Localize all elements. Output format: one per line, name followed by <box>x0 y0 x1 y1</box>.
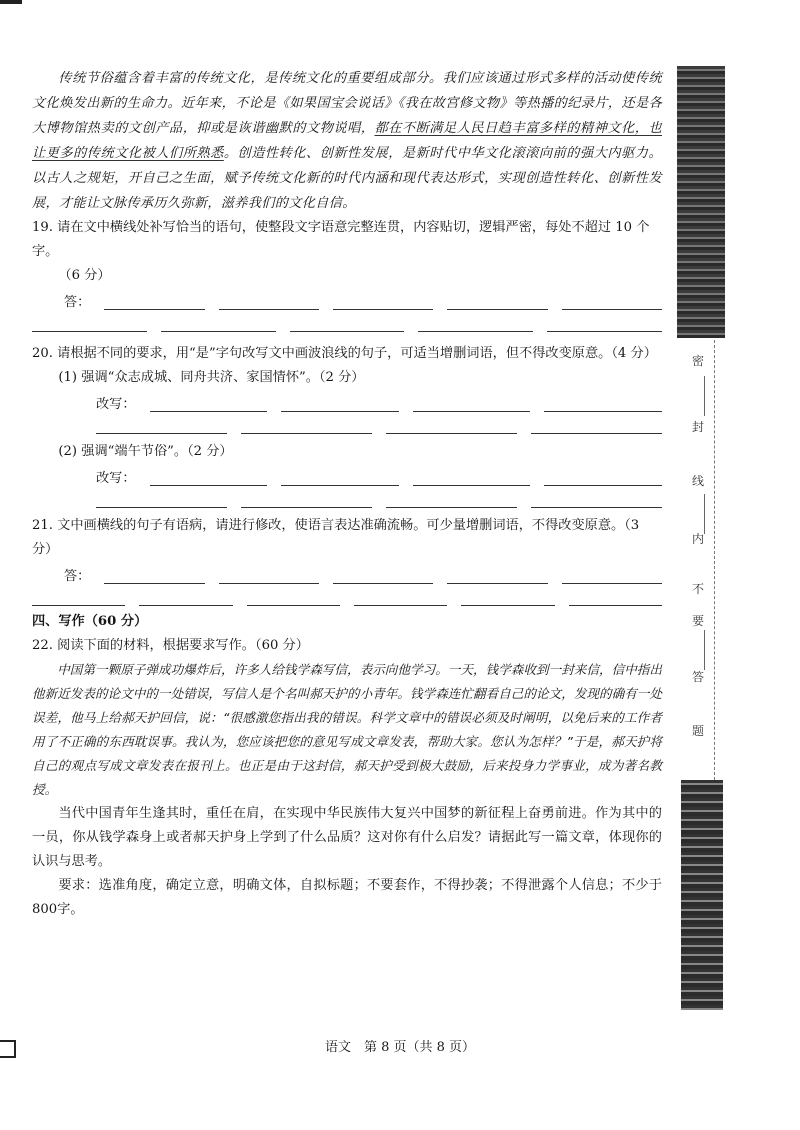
q20-sub2: (2) 强调“端午节俗”。（2 分） <box>58 444 233 459</box>
q20-sub1-answer-row-2 <box>32 412 662 434</box>
margin-label: 内 <box>691 532 704 546</box>
answer-blank[interactable] <box>247 591 340 606</box>
answer-blank[interactable] <box>150 397 268 412</box>
binding-strip-top <box>677 66 725 338</box>
q20-sub2-answer-row <box>32 464 662 486</box>
margin-label: 不 <box>691 582 704 596</box>
answer-blank[interactable] <box>219 295 319 310</box>
margin-label: 要 <box>691 614 704 628</box>
answer-blank[interactable] <box>290 317 405 332</box>
answer-blank[interactable] <box>544 471 662 486</box>
q20-rewrite-label: 改写： <box>96 397 136 412</box>
answer-blank[interactable] <box>241 493 372 508</box>
q19-score: （6 分） <box>58 268 111 283</box>
answer-blank[interactable] <box>333 569 433 584</box>
answer-blank[interactable] <box>281 397 399 412</box>
q20-rewrite-label: 改写： <box>96 471 136 486</box>
passage-intro: 传统节俗蕴含着丰富的传统文化，是传统文化的重要组成部分。我们应该通过形式多样的活动使传统文化焕发出新的生命力。近年来，不论是《如果国宝会说话》《我在故宫修文物》等热播的纪录片，还是各大博物馆热卖的文创产品，抑或是诙谐幽默的文物说唱， <box>32 71 662 136</box>
seal-line <box>714 340 716 780</box>
answer-blank[interactable] <box>413 397 531 412</box>
section-heading-writing: 四、写作（60 分） <box>32 614 148 629</box>
passage-rest: 。创造性转化、创新性发展，是新时代中华文化滚滚向前的强大内驱力。以古人之规矩，开自己之生面，赋予传统文化新的时代内涵和现代表达形式，实现创造性转化、创新性发展，才能让文脉传承历久弥新，滋养我们的文化自信。 <box>32 146 662 211</box>
q22-requirements: 要求：选准角度，确定立意，明确文体，自拟标题；不要套作，不得抄袭；不得泄露个人信息；不少于800字。 <box>32 878 662 917</box>
q19-answer-row <box>32 288 662 310</box>
answer-blank[interactable] <box>281 471 399 486</box>
answer-blank[interactable] <box>139 591 232 606</box>
q22-stem: 22. 阅读下面的材料，根据要求写作。（60 分） <box>32 638 309 653</box>
q19-answer-label: 答： <box>64 295 91 310</box>
page-footer: 语文 第 8 页（共 8 页） <box>324 1040 476 1055</box>
answer-blank[interactable] <box>544 397 662 412</box>
passage-underlined-sentence: 都在不断满足人民日趋丰富多样的精神文化，也让更多的传统文化被人们所熟悉 <box>32 121 662 161</box>
q19-stem: 19. 请在文中横线处补写恰当的语句，使整段文字语意完整连贯，内容贴切，逻辑严密，每处不超过 10 个字。 <box>32 220 650 259</box>
answer-blank[interactable] <box>241 419 372 434</box>
margin-label: 密 <box>691 354 704 368</box>
q21-answer-label: 答： <box>64 569 91 584</box>
answer-blank[interactable] <box>447 295 547 310</box>
margin-tick <box>704 494 705 534</box>
q21-answer-row <box>32 562 662 584</box>
margin-label: 封 <box>691 420 704 434</box>
answer-blank[interactable] <box>354 591 447 606</box>
answer-blank[interactable] <box>461 591 554 606</box>
scan-mark <box>0 0 22 4</box>
q22-prompt: 当代中国青年生逢其时，重任在肩，在实现中华民族伟大复兴中国梦的新征程上奋勇前进。作为其中的一员，你从钱学森身上或者郝天护身上学到了什么品质？这对你有什么启发？请据此写一篇文章，体现你的认识与思考。 <box>32 806 662 869</box>
answer-blank[interactable] <box>531 493 662 508</box>
margin-tick <box>704 630 705 670</box>
q21-stem: 21. 文中画横线的句子有语病，请进行修改，使语言表达准确流畅。可少量增删词语，不得改变原意。（3 分） <box>32 518 640 557</box>
answer-blank[interactable] <box>413 471 531 486</box>
q19-answer-row-2 <box>32 310 662 332</box>
answer-blank[interactable] <box>161 317 276 332</box>
answer-blank[interactable] <box>333 295 433 310</box>
answer-blank[interactable] <box>32 317 147 332</box>
q20-sub1: (1) 强调“众志成城、同舟共济、家国情怀”。（2 分） <box>58 370 365 385</box>
q20-sub1-answer-row <box>32 390 662 412</box>
q21-answer-row-2 <box>32 584 662 606</box>
answer-blank[interactable] <box>562 295 662 310</box>
margin-label: 答 <box>691 670 704 684</box>
answer-blank[interactable] <box>104 295 204 310</box>
answer-blank[interactable] <box>418 317 533 332</box>
reading-passage <box>32 66 662 216</box>
margin-label: 题 <box>691 724 704 738</box>
answer-blank[interactable] <box>96 493 227 508</box>
answer-blank[interactable] <box>547 317 662 332</box>
answer-blank[interactable] <box>104 569 204 584</box>
q22-material: 中国第一颗原子弹成功爆炸后，许多人给钱学森写信，表示向他学习。一天，钱学森收到一封来信，信中指出他新近发表的论文中的一处错误，写信人是个名叫郝天护的小青年。钱学森连忙翻看自己的论文，发现的确有一处误差，他马上给郝天护回信，说：“很感激您指出我的错误。科学文章中的错误必须及时阐明，以免后来的工作者用了不正确的东西耽误事。我认为，您应该把您的意见写成文章发表，帮助大家。您认为怎样？”于是，郝天护将自己的观点写成文章发表在报刊上。也正是由于这封信，郝天护受到极大鼓励，后来投身力学事业，成为著名教授。 <box>32 662 662 797</box>
answer-blank[interactable] <box>96 419 227 434</box>
binding-strip-bottom <box>681 780 723 1010</box>
exam-content <box>32 66 662 922</box>
q20-sub2-answer-row-2 <box>32 486 662 508</box>
answer-blank[interactable] <box>386 493 517 508</box>
q20-stem: 20. 请根据不同的要求，用“是”字句改写文中画波浪线的句子，可适当增删词语，但不得改变原意。（4 分） <box>32 346 657 361</box>
margin-label: 线 <box>691 474 704 488</box>
answer-blank[interactable] <box>32 591 125 606</box>
answer-blank[interactable] <box>386 419 517 434</box>
answer-blank[interactable] <box>569 591 662 606</box>
margin-tick <box>704 376 705 416</box>
answer-blank[interactable] <box>219 569 319 584</box>
answer-blank[interactable] <box>531 419 662 434</box>
answer-blank[interactable] <box>562 569 662 584</box>
answer-blank[interactable] <box>150 471 268 486</box>
answer-blank[interactable] <box>447 569 547 584</box>
